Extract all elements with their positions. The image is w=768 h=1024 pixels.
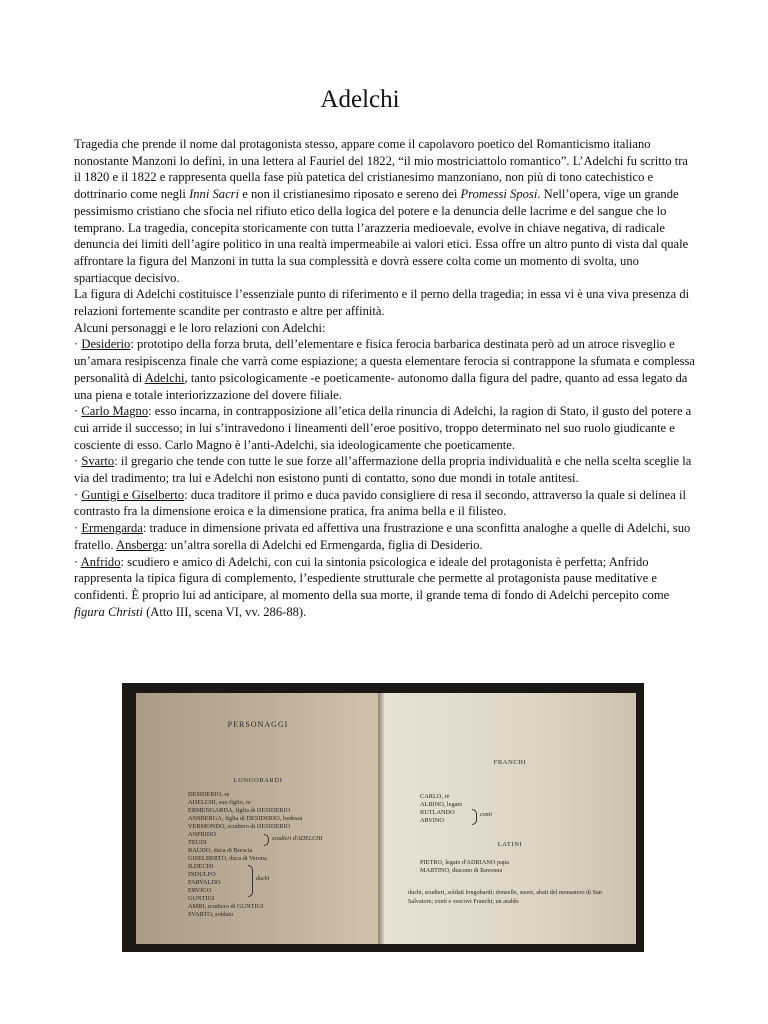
character-entry: GISELBERTO, duca di Verona [188, 855, 267, 862]
character-entry: RUTLANDO [420, 809, 455, 816]
text-run: : duca traditore il primo e duca pavido consigliere di resa il secondo, attraverso la quale si delinea il contrasto fra la dimensione eroica e la dimensione pratica, fra anima bella e il filisteo. [74, 487, 687, 519]
text-run: : scudiero e amico di Adelchi, con cui la sintonia psicologica e ideale del protagonista è perfetta; Anfrido rappresenta la tipica figura di complemento, l’espediente strutturale che permette al protagonista pause meditative e confidenti. È proprio lui ad anticipare, al momento della sua morte, il grande tema di fondo di Adelchi percepito come [74, 554, 670, 602]
character-name: Ansberga [115, 537, 165, 552]
text-run: · [74, 554, 81, 569]
text-run: : prototipo della forza bruta, dell’elementare e fisica ferocia barbarica destinata però ad un atroce risveglio e un’amara resipiscenza finale che varrà come espiazione; a questa elementare ferocia si contrappone la sfumata e complessa personalità di [74, 337, 695, 385]
character-name: Anfrido [80, 554, 121, 569]
italic-title: Inni Sacri [189, 187, 240, 202]
character-list-longobardi [188, 791, 302, 919]
body-text [74, 136, 698, 620]
text-run: e non il cristianesimo riposato e sereno dei [239, 187, 461, 202]
brace-duchi [248, 865, 253, 897]
text-run: · [74, 404, 82, 419]
brace-conti [472, 809, 477, 825]
character-entry: ANSBERGA, figlia di DESIDERIO, badessa [188, 815, 303, 822]
text-run: · [74, 337, 82, 352]
text-run: La figura di Adelchi costituisce l’essenziale punto di riferimento e il perno della tragedia; in essa vi è una viva presenza di relazioni fortemente scandite per contrasto e altre per affinità. [74, 287, 690, 319]
character-entry: ALBINO, legato [420, 801, 463, 808]
paragraph [74, 453, 698, 486]
text-run: · [74, 521, 82, 536]
section-longobardi: LONGOBARDI [233, 777, 283, 784]
character-entry: BAUDO, duca di Brescia [188, 847, 253, 854]
paragraph [74, 336, 698, 403]
character-list-franchi [420, 793, 462, 825]
character-entry: VERMONDO, scudiero di DESIDERIO [188, 823, 291, 830]
character-entry: PIETRO, legato d'ADRIANO papa [420, 859, 509, 866]
text-run: · [74, 487, 82, 502]
character-entry: ERVIGO [188, 887, 212, 894]
paragraph [74, 320, 698, 337]
character-name: Svarto [81, 454, 115, 469]
character-list-latini [420, 859, 509, 875]
text-run: : il gregario che tende con tutte le sue forze all’affermazione della propria individualità e che nella scelta sceglie la via del tradimento; tra lui e Adelchi non esistono punti di contatto, sono due mondi in totale antitesi. [74, 454, 692, 486]
paragraph [74, 520, 698, 553]
character-entry: ANFRIDO [188, 831, 216, 838]
character-entry: TEUDI [188, 839, 207, 846]
italic-title: figura Christi [74, 604, 143, 619]
character-entry: ILDECHI [188, 863, 214, 870]
character-entry: ADELCHI, suo figlio, re [188, 799, 251, 806]
paragraph [74, 554, 698, 621]
text-run: : traduce in dimensione privata ed affettiva una frustrazione e una sconfitta analoghe a quelle di Adelchi, suo fratello. [74, 521, 691, 552]
character-entry: MARTINO, diacono di Ravenna [420, 867, 503, 874]
character-entry: ERMENGARDA, figlia di DESIDERIO [188, 807, 291, 814]
character-name: Guntigi e Giselberto [81, 487, 185, 502]
brace-label-scudieri: scudieri d'ADELCHI [272, 836, 323, 842]
character-entry: INDULFO [188, 871, 216, 878]
brace-label-conti: conti [480, 812, 492, 818]
text-run: : un’altra sorella di Adelchi ed Ermengarda, figlia di Desiderio. [164, 537, 483, 552]
character-name: Carlo Magno [81, 404, 149, 419]
text-run: Alcuni personaggi e le loro relazioni con Adelchi: [74, 320, 326, 335]
character-entry: AMRI, scudiero di GUNTIGI [188, 903, 264, 910]
page-title: Adelchi [320, 86, 400, 113]
section-franchi: FRANCHI [493, 759, 527, 766]
character-entry: GUNTIGI [188, 895, 215, 902]
text-run: Tragedia che prende il nome dal protagonista stesso, appare come il capolavoro poetico del Romanticismo italiano nonostante Manzoni lo definì, in una lettera al Fauriel del 1822, “il mio mostriciattolo romantico”. L’Adelchi fu scritto tra il 1820 e il 1822 e rappresenta quella fase più patetica del cristianesimo manzoniano, non più di tono catechistico e dottrinario come negli [74, 137, 689, 202]
book-right-page [384, 693, 636, 944]
text-run: · [74, 454, 82, 469]
character-entry: ARVINO [420, 817, 444, 824]
book-left-page [136, 693, 380, 944]
brace-label-duchi: duchi [256, 876, 270, 882]
character-name: Ermengarda [81, 521, 143, 536]
book-photo [122, 683, 644, 952]
character-name: Adelchi [144, 370, 185, 385]
character-entry: CARLO, re [420, 793, 450, 800]
character-entry: FARVALDO [188, 879, 221, 886]
text-run: (Atto III, scena VI, vv. 286-88). [142, 604, 307, 619]
paragraph [74, 286, 698, 319]
text-run: : esso incarna, in contrapposizione all’etica della rinuncia di Adelchi, la ragion di Stato, il gusto del potere a cui arride il successo; in lui s’intravedono i lineamenti dell’eroe positivo, troppo determinato nel suo ruolo giudicante e cosciente di esso. Carlo Magno è l’anti-Adelchi, sia ideologicamente che poeticamente. [74, 404, 692, 452]
text-run: . Nell’opera, vige un grande pessimismo cristiano che sfocia nel rifiuto etico della logica del potere e la denuncia delle lacrime e del sangue che lo temprano. La tragedia, concepita storicamente con tutta l’arazzeria medioevale, evolve in chiave negativa, di radicale denuncia dei limiti dell’agire politico in una realtà impermeabile ai valori etici. Essa offre un altro punto di vista dal quale affrontare la figura del Manzoni in tutta la sua complessità e dovrà essere colta come un momento di svolta, uno spartiacque decisivo. [74, 187, 689, 285]
character-entry: SVARTO, soldato [188, 911, 234, 918]
personaggi-heading: PERSONAGGI [227, 720, 289, 729]
text-run: , tanto psicologicamente -e poeticamente- autonomo dalla figura del padre, quanto ad essa legato da una piena e totale interiorizzazione del dovere filiale. [74, 370, 688, 402]
section-latini: LATINI [497, 841, 523, 848]
paragraph [74, 403, 698, 453]
paragraph [74, 487, 698, 520]
extras-note: duchi, scudieri, soldati longobardi; donzelle, suore, abati del monastero di San Salvatore; conti e vescovi Franchi; un araldo [408, 889, 602, 905]
paragraph [74, 136, 698, 286]
character-entry: DESIDERIO, re [188, 791, 230, 798]
character-name: Desiderio [81, 337, 131, 352]
italic-title: Promessi Sposi [460, 187, 538, 202]
